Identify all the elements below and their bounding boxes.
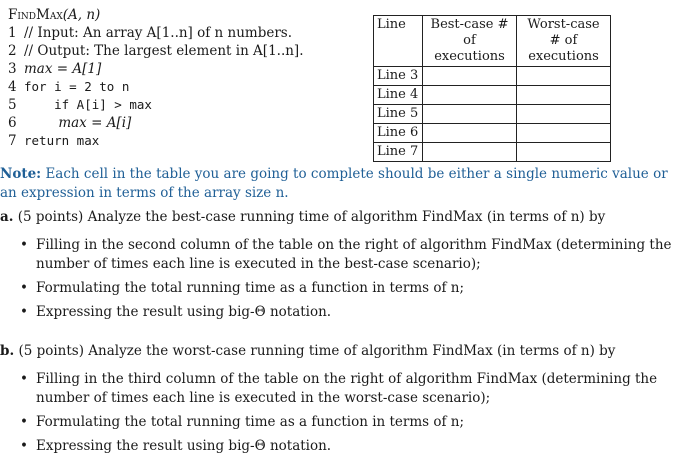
worst-case-cell[interactable] [517, 105, 611, 124]
algorithm-block [8, 6, 360, 150]
line-number: 3 [8, 61, 17, 77]
worst-case-cell[interactable] [517, 143, 611, 162]
line-text: // Output: The largest element in A[1..n]. [24, 43, 304, 59]
row-label: Line 5 [374, 105, 423, 124]
note-label: Note: [0, 166, 42, 182]
table-row [374, 105, 611, 124]
worst-case-cell[interactable] [517, 124, 611, 143]
table-row [374, 124, 611, 143]
list-item: • Filling in the second column of the table on the right of algorithm FindMax (determining the number of times each line is executed in the best-case scenario); [20, 236, 680, 274]
line-text: max = A[1] [24, 61, 102, 77]
line-number: 7 [8, 133, 17, 149]
algorithm-title [8, 6, 360, 24]
code-line [8, 96, 360, 114]
note-text: Each cell in the table you are going to complete should be either a single numeric value or an expression in terms of the array size n. [0, 166, 668, 201]
code-line [8, 24, 360, 42]
row-label: Line 7 [374, 143, 423, 162]
part-a-items [20, 236, 680, 327]
code-line [8, 42, 360, 60]
code-line [8, 78, 360, 96]
worst-case-cell[interactable] [517, 86, 611, 105]
code-line [8, 114, 360, 132]
line-text: for i = 2 to n [24, 79, 130, 94]
table-header-row [374, 16, 611, 67]
row-label: Line 3 [374, 67, 423, 86]
algorithm-name: FindMax [8, 7, 63, 23]
part-b-prompt [0, 342, 680, 361]
algorithm-params: (A, n) [62, 7, 101, 23]
column-header: Line [374, 16, 423, 67]
list-item: • Expressing the result using big-Θ notation. [20, 303, 680, 322]
line-number: 2 [8, 43, 17, 59]
best-case-cell[interactable] [423, 105, 517, 124]
part-label: b. [0, 343, 15, 359]
line-number: 5 [8, 97, 17, 113]
part-text: (5 points) Analyze the worst-case running time of algorithm FindMax (in terms of n) by [18, 343, 616, 359]
code-line [8, 60, 360, 78]
list-item: • Filling in the third column of the table on the right of algorithm FindMax (determining the number of times each line is executed in the worst-case scenario); [20, 370, 680, 408]
best-case-cell[interactable] [423, 143, 517, 162]
note-paragraph [0, 165, 680, 203]
part-label: a. [0, 209, 14, 225]
line-number: 1 [8, 25, 17, 41]
worst-case-cell[interactable] [517, 67, 611, 86]
part-text: (5 points) Analyze the best-case running time of algorithm FindMax (in terms of n) by [17, 209, 606, 225]
line-text: if A[i] > max [24, 97, 152, 112]
line-text: // Input: An array A[1..n] of n numbers. [24, 25, 293, 41]
column-header: Worst-case # of executions [517, 16, 611, 67]
row-label: Line 4 [374, 86, 423, 105]
best-case-cell[interactable] [423, 124, 517, 143]
row-label: Line 6 [374, 124, 423, 143]
best-case-cell[interactable] [423, 86, 517, 105]
line-text: max = A[i] [24, 115, 132, 131]
best-case-cell[interactable] [423, 67, 517, 86]
execution-count-table [373, 15, 611, 162]
table-row [374, 67, 611, 86]
line-text: return max [24, 133, 100, 148]
list-item: • Formulating the total running time as a function in terms of n; [20, 413, 680, 432]
table-row [374, 86, 611, 105]
line-number: 4 [8, 79, 17, 95]
line-number: 6 [8, 115, 17, 131]
table-row [374, 143, 611, 162]
part-b-items [20, 370, 680, 461]
list-item: • Expressing the result using big-Θ notation. [20, 437, 680, 456]
part-a-prompt [0, 208, 680, 227]
code-line [8, 132, 360, 150]
column-header: Best-case # of executions [423, 16, 517, 67]
list-item: • Formulating the total running time as a function in terms of n; [20, 279, 680, 298]
